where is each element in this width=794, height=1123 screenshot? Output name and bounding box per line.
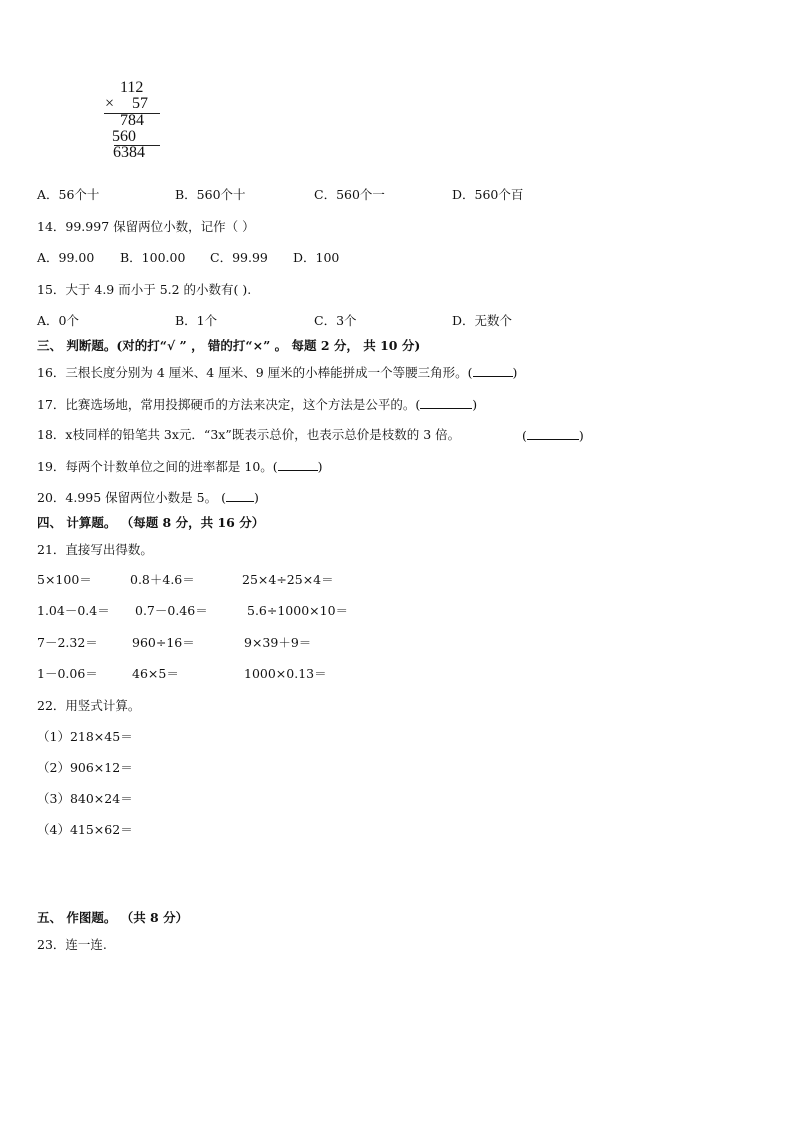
q14-option-c: C．99.99 xyxy=(210,250,268,265)
calc-item: 9×39＋9＝ xyxy=(244,635,312,650)
judgement-20 xyxy=(37,489,259,506)
judgement-18-open: ( xyxy=(522,428,527,443)
product-result: 6384 xyxy=(113,144,145,161)
partial-product-2: 560 xyxy=(112,128,136,145)
answer-blank-19[interactable] xyxy=(278,458,318,471)
q15-question: 15．大于 4.9 而小于 5.2 的小数有( ). xyxy=(37,282,252,297)
judgement-18-text: 18．x枝同样的铅笔共 3x元．“3x”既表示总价，也表示总价是枝数的 3 倍。 xyxy=(37,427,461,442)
calc-item: 960÷16＝ xyxy=(132,635,195,650)
judgement-16-end: ) xyxy=(512,365,518,380)
q22-title: 22．用竖式计算。 xyxy=(37,698,141,713)
judgement-19-text: 19．每两个计数单位之间的进率都是 10。( xyxy=(37,459,278,474)
judgement-17-end: ) xyxy=(472,397,478,412)
calc-item: 25×4÷25×4＝ xyxy=(242,572,334,587)
judgement-16 xyxy=(37,364,517,381)
judgement-19 xyxy=(37,458,323,475)
vertical-calc-item: （3）840×24＝ xyxy=(37,791,133,806)
q15-option-a: A．0个 xyxy=(37,313,79,328)
judgement-18-close: ) xyxy=(578,428,584,443)
judgement-17 xyxy=(37,396,477,413)
calc-item: 1000×0.13＝ xyxy=(244,666,327,681)
calc-item: 46×5＝ xyxy=(132,666,179,681)
calc-item: 5.6÷1000×10＝ xyxy=(247,603,349,618)
judgement-20-text: 20．4.995 保留两位小数是 5。 ( xyxy=(37,490,226,505)
partial-product-1: 784 xyxy=(120,112,144,129)
calc-item: 1－0.06＝ xyxy=(37,666,98,681)
calc-item: 1.04－0.4＝ xyxy=(37,603,110,618)
q23-title: 23．连一连. xyxy=(37,937,107,952)
judgement-18-answer xyxy=(522,427,584,444)
answer-blank-16[interactable] xyxy=(473,364,513,377)
judgement-19-end: ) xyxy=(317,459,323,474)
judgement-16-text: 16．三根长度分别为 4 厘米、4 厘米、9 厘米的小棒能拼成一个等腰三角形。( xyxy=(37,365,473,380)
q13-option-a: A．56个十 xyxy=(37,187,100,202)
q13-option-b: B．560个十 xyxy=(175,187,246,202)
vertical-calc-item: （2）906×12＝ xyxy=(37,760,133,775)
vertical-calc-item: （1）218×45＝ xyxy=(37,729,133,744)
q14-option-d: D．100 xyxy=(293,250,340,265)
answer-blank-17[interactable] xyxy=(420,396,472,409)
q15-option-c: C．3个 xyxy=(314,313,357,328)
judgement-18 xyxy=(37,427,460,443)
q14-question: 14．99.997 保留两位小数，记作（ ） xyxy=(37,219,255,234)
multiplicand: 112 xyxy=(120,79,144,96)
section-3-heading: 三、 判断题。(对的打“√ ” ， 错的打“×” 。 每题 2 分， 共 10 分) xyxy=(37,338,421,353)
q13-option-d: D．560个百 xyxy=(452,187,524,202)
q15-option-b: B．1个 xyxy=(175,313,218,328)
calc-item: 0.8＋4.6＝ xyxy=(130,572,195,587)
q15-option-d: D．无数个 xyxy=(452,313,513,328)
vertical-calc-item: （4）415×62＝ xyxy=(37,822,133,837)
judgement-20-end: ) xyxy=(253,490,259,505)
q14-option-a: A．99.00 xyxy=(37,250,95,265)
judgement-17-text: 17．比赛选场地，常用投掷硬币的方法来决定，这个方法是公平的。( xyxy=(37,397,421,412)
vertical-multiplication xyxy=(100,80,170,162)
calc-item: 7－2.32＝ xyxy=(37,635,98,650)
answer-blank-18[interactable] xyxy=(527,427,579,440)
q13-option-c: C．560个一 xyxy=(314,187,385,202)
multiplier: 57 xyxy=(132,95,148,112)
q21-title: 21．直接写出得数。 xyxy=(37,542,153,557)
section-4-heading: 四、 计算题。 （每题 8 分，共 16 分） xyxy=(37,515,265,530)
q14-option-b: B．100.00 xyxy=(120,250,186,265)
multiply-operator: × xyxy=(105,95,115,112)
calc-item: 0.7－0.46＝ xyxy=(135,603,208,618)
calc-item: 5×100＝ xyxy=(37,572,92,587)
answer-blank-20[interactable] xyxy=(226,489,254,502)
section-5-heading: 五、 作图题。 （共 8 分） xyxy=(37,910,189,925)
